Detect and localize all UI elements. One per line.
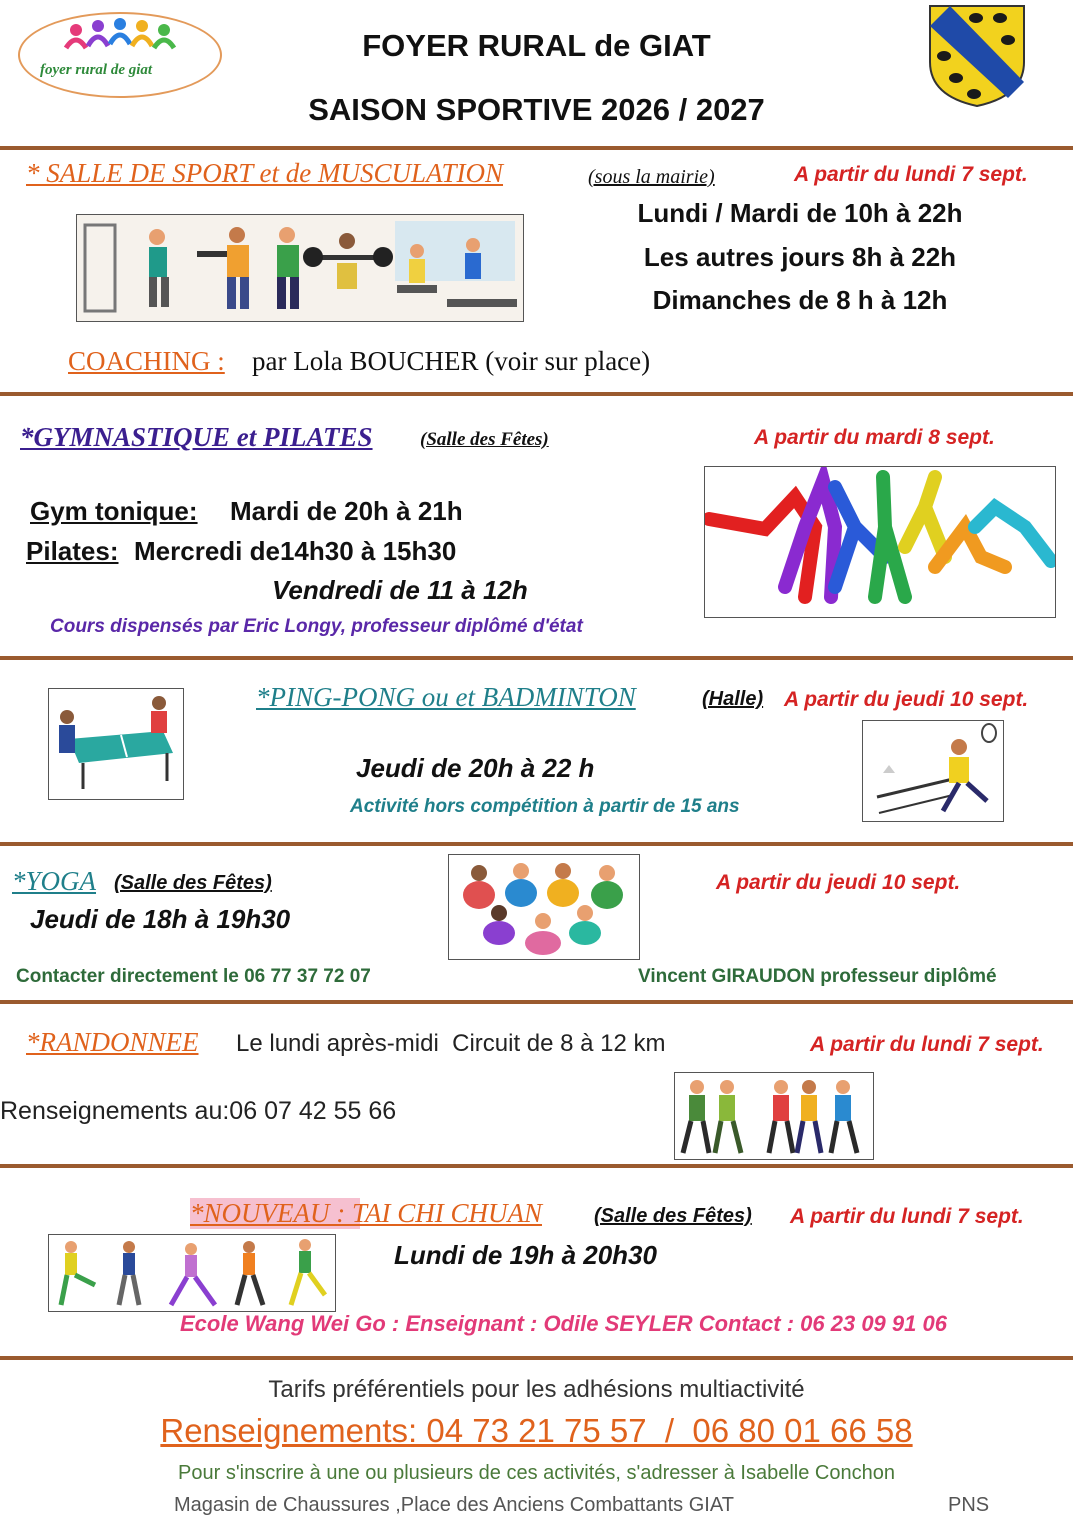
- rando-title: *RANDONNEE: [26, 1027, 199, 1057]
- gym-silhouettes-image: [704, 466, 1056, 618]
- pingpong-time: Jeudi de 20h à 22 h: [356, 753, 595, 783]
- yoga-group-icon: [449, 855, 639, 959]
- yoga-time: Jeudi de 18h à 19h30: [30, 904, 291, 934]
- gym-location: (Salle des Fêtes): [420, 429, 549, 450]
- rando-desc: Le lundi après-midi Circuit de 8 à 12 km: [236, 1030, 666, 1057]
- season-title: SAISON SPORTIVE 2026 / 2027: [308, 92, 765, 127]
- gym-tonique-label: Gym tonique:: [30, 496, 198, 526]
- dancers-icon: [705, 467, 1055, 617]
- pilates-label: Pilates:: [26, 536, 119, 566]
- gym-tonique-time: Mardi de 20h à 21h: [230, 496, 463, 526]
- muscu-start: A partir du lundi 7 sept.: [794, 163, 1028, 186]
- muscu-hours-1: Lundi / Mardi de 10h à 22h: [637, 198, 963, 228]
- ping-pong-table-icon: [49, 689, 183, 799]
- rando-info: Renseignements au:06 07 42 55 66: [0, 1097, 397, 1125]
- gym-equipment-image: [76, 214, 524, 322]
- divider: [0, 1164, 1073, 1168]
- taichi-start: A partir du lundi 7 sept.: [790, 1205, 1024, 1228]
- gym-teacher: Cours dispensés par Eric Longy, professeur diplômé d'état: [50, 616, 583, 637]
- muscu-location: (sous la mairie): [588, 166, 715, 188]
- muscu-hours-3: Dimanches de 8 h à 12h: [652, 285, 948, 315]
- gym-title: *GYMNASTIQUE et PILATES: [20, 422, 373, 452]
- taichi-school: Ecole Wang Wei Go : Enseignant : Odile SEYLER Contact : 06 23 09 91 06: [180, 1311, 947, 1336]
- yoga-start: A partir du jeudi 10 sept.: [716, 871, 961, 894]
- coaching-text: par Lola BOUCHER (voir sur place): [252, 346, 651, 376]
- divider: [0, 146, 1073, 150]
- pingpong-title: *PING-PONG ou et BADMINTON: [256, 682, 636, 712]
- pilates-time: Mercredi de14h30 à 15h30: [134, 536, 457, 566]
- page-title: FOYER RURAL de GIAT: [362, 28, 711, 63]
- gym-start: A partir du mardi 8 sept.: [754, 426, 995, 449]
- divider: [0, 1356, 1073, 1360]
- yoga-image: [448, 854, 640, 960]
- muscu-title: * SALLE DE SPORT et de MUSCULATION: [26, 158, 504, 188]
- coat-of-arms-icon: [928, 4, 1026, 108]
- pilates-time-2: Vendredi de 11 à 12h: [272, 575, 528, 605]
- badminton-player-icon: [863, 721, 1003, 821]
- badminton-image: [862, 720, 1004, 822]
- pingpong-location: (Halle): [702, 688, 764, 710]
- inscription-text: Pour s'inscrire à une ou plusieurs de ces activités, s'adresser à Isabelle Conchon: [178, 1462, 895, 1484]
- divider: [0, 392, 1073, 396]
- pingpong-start: A partir du jeudi 10 sept.: [784, 688, 1029, 711]
- fitness-figures-icon: [77, 215, 523, 321]
- taichi-time: Lundi de 19h à 20h30: [394, 1240, 657, 1270]
- divider: [0, 842, 1073, 846]
- coaching-label: COACHING :: [68, 346, 225, 376]
- pns-text: PNS: [948, 1494, 990, 1516]
- yoga-contact: Contacter directement le 06 77 37 72 07: [16, 966, 371, 987]
- muscu-hours-2: Les autres jours 8h à 22h: [643, 242, 957, 272]
- renseignements-phones: Renseignements: 04 73 21 75 57 / 06 80 01 66 58: [160, 1412, 913, 1449]
- tarifs-text: Tarifs préférentiels pour les adhésions multiactivité: [268, 1376, 805, 1403]
- yoga-teacher: Vincent GIRAUDON professeur diplômé: [638, 966, 997, 987]
- pingpong-note: Activité hors compétition à partir de 15 ans: [350, 796, 740, 817]
- taichi-figures-icon: [49, 1235, 335, 1311]
- hikers-icon: [675, 1073, 873, 1159]
- logo-text: foyer rural de giat: [40, 62, 153, 78]
- yoga-location: (Salle des Fêtes): [114, 872, 272, 894]
- rando-start: A partir du lundi 7 sept.: [810, 1033, 1044, 1056]
- divider: [0, 1000, 1073, 1004]
- taichi-title: *NOUVEAU : TAI CHI CHUAN: [190, 1198, 542, 1228]
- taichi-location: (Salle des Fêtes): [594, 1205, 752, 1227]
- magasin-text: Magasin de Chaussures ,Place des Anciens Combattants GIAT: [174, 1494, 734, 1516]
- yoga-title: *YOGA: [12, 866, 97, 896]
- taichi-image: [48, 1234, 336, 1312]
- hikers-image: [674, 1072, 874, 1160]
- ping-pong-image: [48, 688, 184, 800]
- divider: [0, 656, 1073, 660]
